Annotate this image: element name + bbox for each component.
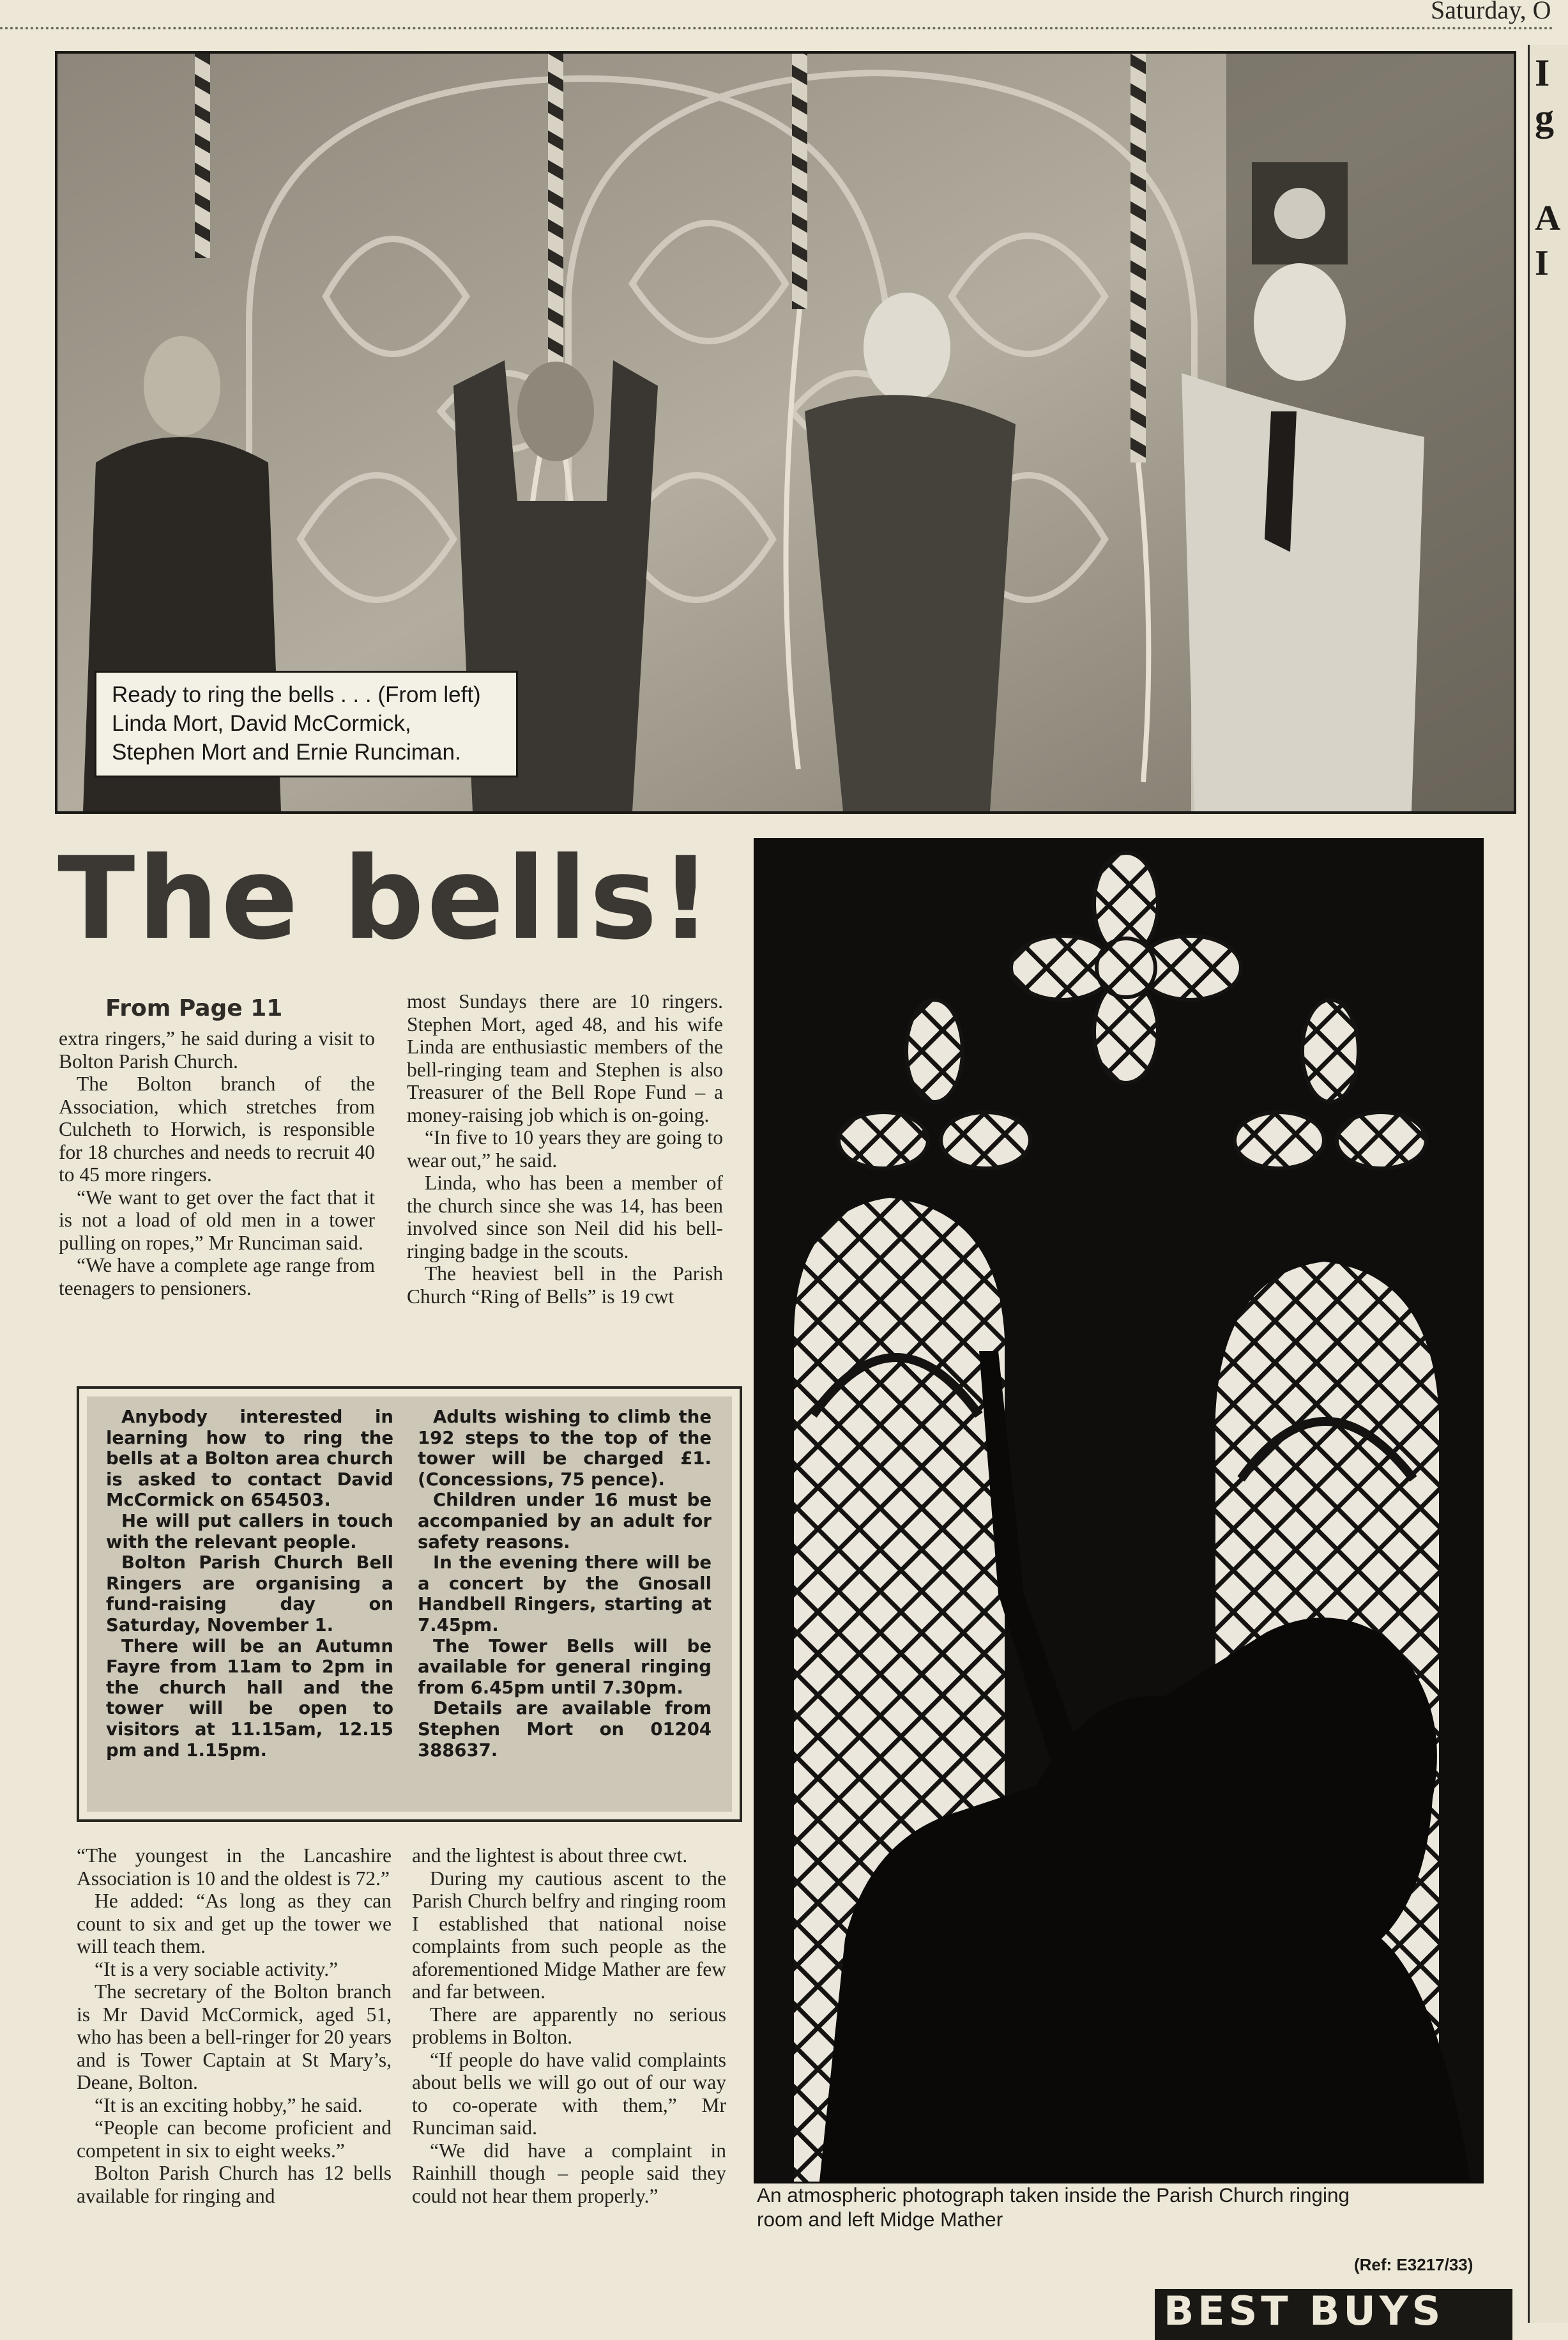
info-paragraph: He will put callers in touch with the relevant people.: [106, 1510, 393, 1552]
banner-text: BEST BUYS: [1164, 2288, 1445, 2334]
paragraph: “In five to 10 years they are going to wear out,” he said.: [407, 1126, 723, 1172]
info-box-right-column: [418, 1407, 712, 1761]
info-paragraph: Children under 16 must be accompanied by an adult for safety reasons.: [418, 1490, 712, 1552]
window-photo-graphic: [756, 840, 1482, 2182]
info-paragraph: Adults wishing to climb the 192 steps to the top of the tower will be charged £1. (Concessions, 75 pence).: [418, 1407, 712, 1490]
info-box-panel: [87, 1396, 732, 1812]
paragraph: “It is a very sociable activity.”: [95, 1957, 339, 1980]
body-column-2-bottom: [412, 1844, 726, 2207]
strip-fragment: A: [1535, 199, 1561, 238]
paragraph: “We have a complete age range from teenagers to pensioners.: [59, 1254, 375, 1299]
window-photo-caption: [757, 2183, 1479, 2231]
info-box: [77, 1386, 742, 1822]
strip-fragment: g: [1535, 96, 1554, 139]
paragraph: The heaviest bell in the Parish Church “Ring of Bells” is 19 cwt: [407, 1262, 723, 1308]
info-paragraph: There will be an Autumn Fayre from 11am to 2pm in the church hall and the tower will be open to visitors at 11.15am, 12.15 pm and 1.15pm.: [106, 1635, 393, 1761]
dateline: Saturday, O: [1431, 0, 1551, 24]
info-paragraph: The Tower Bells will be available for general ringing from 6.45pm until 7.30pm.: [418, 1635, 712, 1698]
caption-line: room and left Midge Mather: [757, 2208, 1003, 2231]
top-photo-caption: [95, 671, 518, 777]
stained-glass-window-photo: [754, 838, 1484, 2183]
paragraph: “We did have a complaint in Rainhill though – people said they could not hear them properly.”: [412, 2139, 726, 2207]
paragraph: “The youngest in the Lancashire Association is 10 and the oldest is 72.”: [77, 1844, 392, 1890]
paragraph: The secretary of the Bolton branch is Mr David McCormick, aged 51, who has been a bell-ringer for 20 years and is Tower Captain at St Mary’s, Deane, Bolton.: [77, 1980, 392, 2093]
paragraph: most Sundays there are 10 ringers. Stephen Mort, aged 48, and his wife Linda are enthusiastic members of the bell-ringing team and Stephen is also Treasurer of the Bell Rope Fund – a money-raising job which is on-going.: [407, 990, 723, 1126]
photo-reference-code: (Ref: E3217/33): [1354, 2255, 1473, 2274]
info-box-left-column: [106, 1407, 393, 1761]
paragraph: He added: “As long as they can count to six and get up the tower we will teach them.: [77, 1890, 392, 1957]
caption-line: Ready to ring the bells . . . (From left): [112, 682, 481, 707]
paragraph: Bolton Parish Church has 12 bells available for ringing and: [77, 2162, 392, 2207]
body-column-1-top: [59, 1027, 375, 1299]
top-rule: [0, 27, 1554, 29]
paragraph: “If people do have valid complaints about bells we will go out of our way to co-operate with them,” Mr Runciman said.: [412, 2048, 726, 2139]
caption-line: Linda Mort, David McCormick,: [112, 711, 411, 736]
paragraph: The Bolton branch of the Association, which stretches from Culcheth to Horwich, is responsible for 18 churches and needs to recruit 40 to 45 more ringers.: [59, 1073, 375, 1186]
info-paragraph: In the evening there will be a concert by the Gnosall Handbell Ringers, starting at 7.45pm.: [418, 1552, 712, 1635]
paragraph: extra ringers,” he said during a visit to Bolton Parish Church.: [59, 1027, 375, 1073]
info-paragraph: Details are available from Stephen Mort on 01204 388637.: [418, 1698, 712, 1761]
paragraph: “We want to get over the fact that it is not a load of old men in a tower pulling on ropes,” Mr Runciman said.: [59, 1186, 375, 1254]
caption-line: Stephen Mort and Ernie Runciman.: [112, 740, 461, 765]
best-buys-banner: [1155, 2289, 1512, 2340]
paragraph: “People can become proficient and competent in six to eight weeks.”: [77, 2116, 392, 2162]
strip-fragment: I: [1535, 243, 1549, 283]
caption-line: An atmospheric photograph taken inside the Parish Church ringing: [757, 2183, 1350, 2206]
article-headline: The bells!: [57, 832, 715, 965]
info-paragraph: Anybody interested in learning how to ring the bells at a Bolton area church is asked to contact David McCormick on 654503.: [106, 1407, 393, 1511]
bell-ringers-photo: [55, 51, 1516, 814]
adjacent-column-strip: [1528, 45, 1568, 2323]
info-paragraph: Bolton Parish Church Bell Ringers are organising a fund-raising day on Saturday, November 1.: [106, 1552, 393, 1635]
strip-fragment: I: [1535, 52, 1550, 94]
paragraph: During my cautious ascent to the Parish Church belfry and ringing room I established that national noise complaints from such people as the aforementioned Midge Mather are few and far between.: [412, 1867, 726, 2003]
paragraph: “It is an exciting hobby,” he said.: [95, 2093, 363, 2116]
paragraph: and the lightest is about three cwt.: [412, 1844, 688, 1867]
paragraph: There are apparently no serious problems in Bolton.: [412, 2003, 726, 2048]
body-column-2-top: [407, 990, 723, 1308]
paragraph: Linda, who has been a member of the church since she was 14, has been involved since son Neil did his bell-ringing badge in the scouts.: [407, 1172, 723, 1262]
continued-from-label: From Page 11: [105, 995, 283, 1021]
body-column-1-bottom: [77, 1844, 392, 2207]
